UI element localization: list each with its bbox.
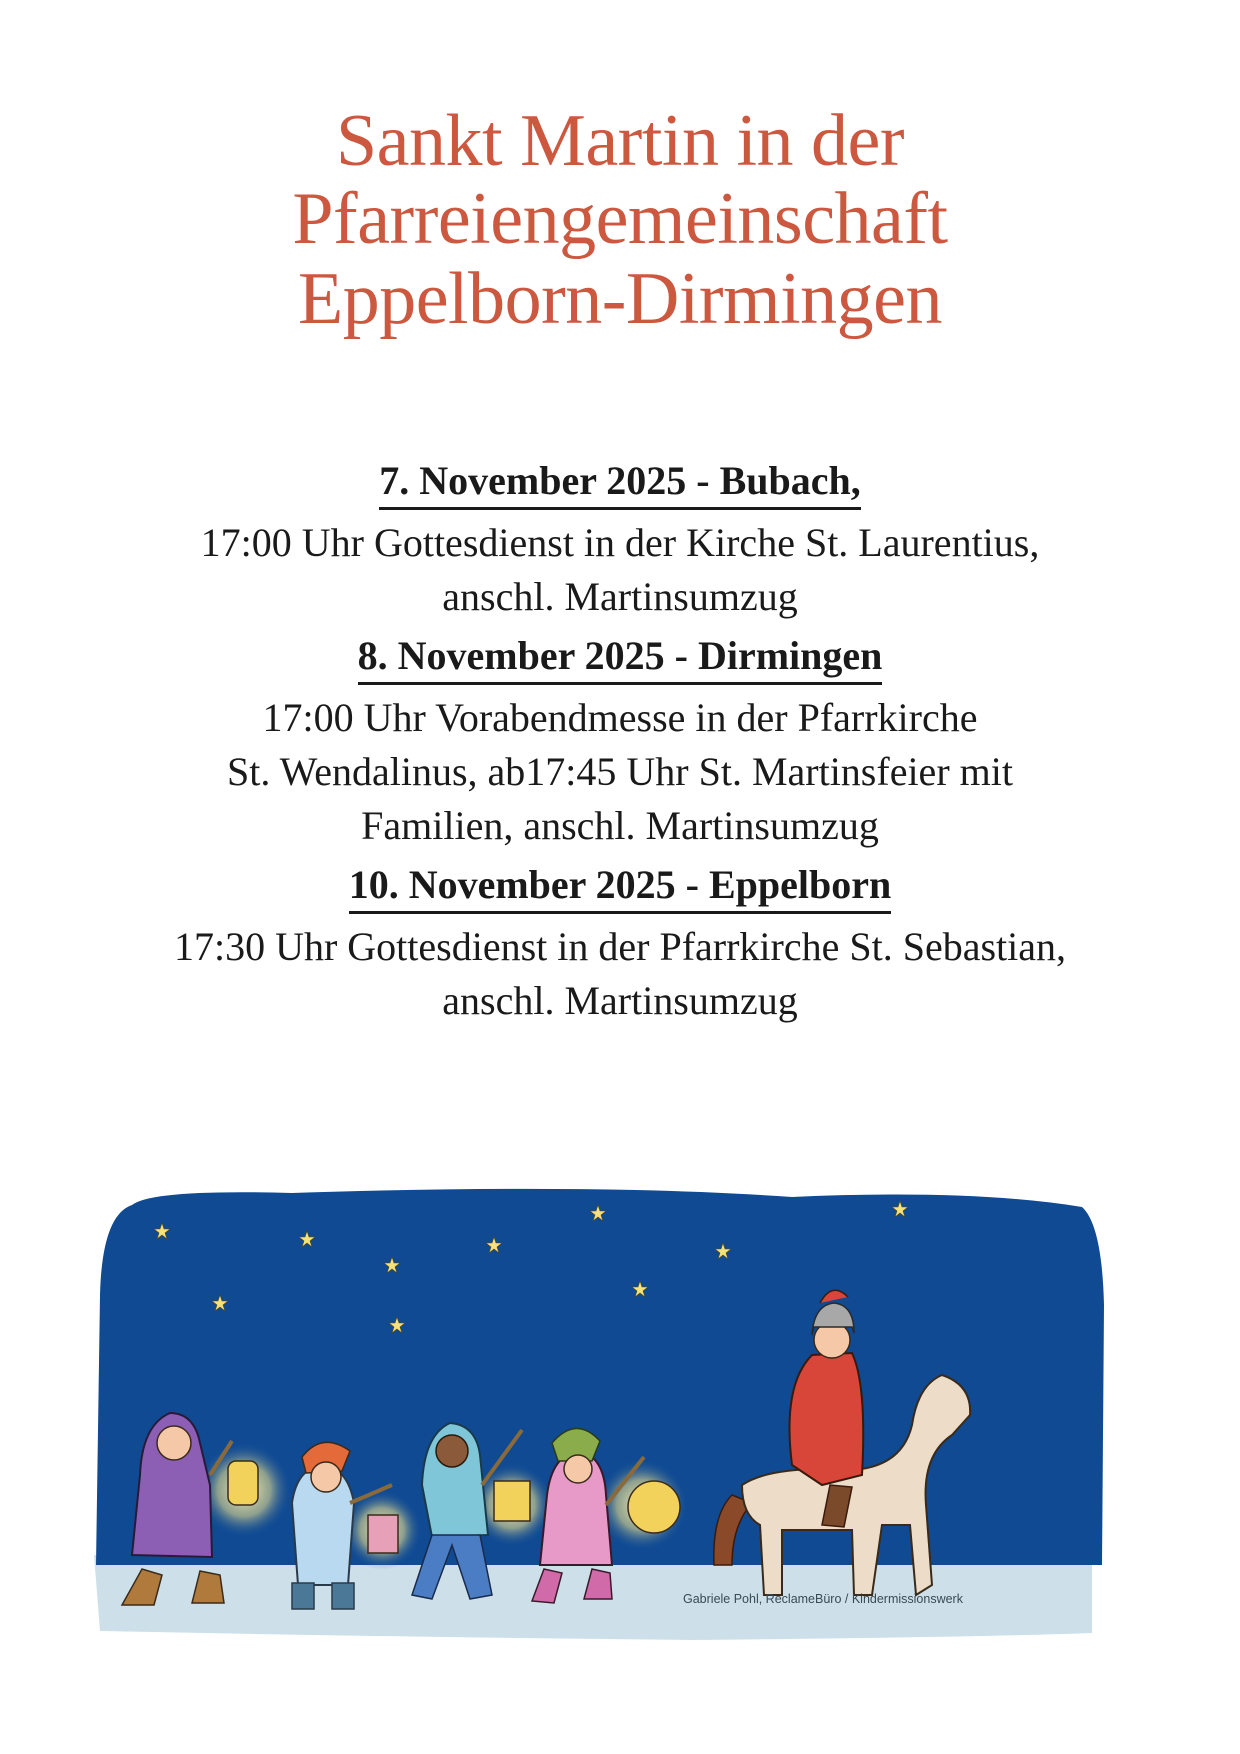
lantern-procession-illustration (92, 1185, 1152, 1647)
event-dirmingen (0, 630, 1240, 853)
event-description-line: 17:00 Uhr Gottesdienst in der Kirche St. Laurentius, (200, 520, 1040, 565)
event-description-line: Familien, anschl. Martinsumzug (361, 803, 879, 848)
event-description (0, 920, 1240, 1028)
event-description-line: St. Wendalinus, ab17:45 Uhr St. Martinsfeier mit (227, 749, 1013, 794)
event-list (0, 455, 1240, 1034)
poster-title (0, 102, 1240, 338)
event-eppelborn (0, 859, 1240, 1028)
title-line-3: Eppelborn-Dirmingen (298, 258, 942, 340)
event-date-heading: 10. November 2025 - Eppelborn (349, 859, 892, 914)
event-date-heading: 8. November 2025 - Dirmingen (358, 630, 883, 685)
event-description (0, 691, 1240, 853)
event-date-heading: 7. November 2025 - Bubach, (379, 455, 860, 510)
event-description-line: 17:30 Uhr Gottesdienst in der Pfarrkirche St. Sebastian, (173, 924, 1067, 969)
event-bubach (0, 455, 1240, 624)
title-line-1: Sankt Martin in der (335, 100, 904, 182)
event-description-line: anschl. Martinsumzug (442, 978, 798, 1023)
event-description-line: 17:00 Uhr Vorabendmesse in der Pfarrkirche (262, 695, 978, 740)
event-description-line: anschl. Martinsumzug (442, 574, 798, 619)
title-line-2: Pfarreiengemeinschaft (292, 178, 948, 260)
event-description (0, 516, 1240, 624)
illustration-credit: Gabriele Pohl, ReclameBüro / Kindermissionswerk (683, 1592, 963, 1606)
